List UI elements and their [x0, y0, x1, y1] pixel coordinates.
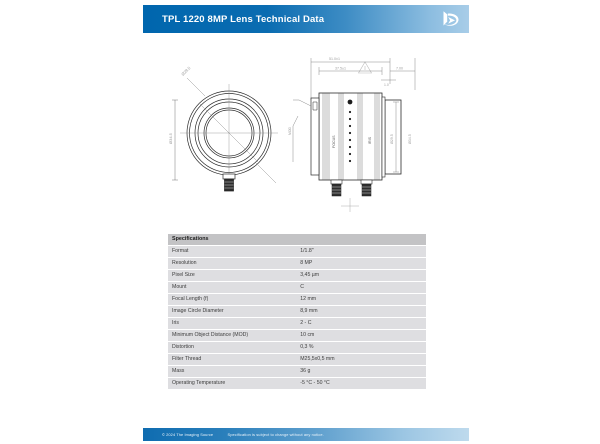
technical-drawing: [143, 40, 469, 225]
table-row: [168, 294, 426, 305]
spec-label: Pixel Size: [168, 270, 296, 281]
spec-label: Iris: [168, 318, 296, 329]
spec-label: Resolution: [168, 258, 296, 269]
spec-label: Mount: [168, 282, 296, 293]
spec-label: Image Circle Diameter: [168, 306, 296, 317]
table-row: [168, 282, 426, 293]
svg-text:51.0±1: 51.0±1: [329, 57, 340, 61]
table-header-specifications: Specifications: [168, 234, 296, 245]
spec-value: 8,9 mm: [296, 306, 426, 317]
spec-label: Filter Thread: [168, 354, 296, 365]
svg-text:IRIS: IRIS: [368, 137, 372, 144]
svg-text:1.0: 1.0: [384, 83, 389, 87]
spec-label: Distortion: [168, 342, 296, 353]
spec-value: 3,45 µm: [296, 270, 426, 281]
table-row: [168, 270, 426, 281]
warning-triangle-icon: [359, 62, 372, 73]
svg-text:Ø29.5: Ø29.5: [180, 65, 192, 77]
svg-text:37.5±1: 37.5±1: [335, 66, 346, 71]
svg-text:Ø34.5: Ø34.5: [408, 134, 412, 144]
spec-value: 36 g: [296, 366, 426, 377]
svg-text:Ø34.5: Ø34.5: [168, 133, 173, 144]
spec-label: Format: [168, 246, 296, 257]
footer-notice: Specification is subject to change without any notice.: [227, 432, 324, 437]
footer-text: [162, 432, 324, 437]
spec-value: -5 °C - 50 °C: [296, 378, 426, 389]
spec-value: M25,5x0,5 mm: [296, 354, 426, 365]
svg-text:FOCUS: FOCUS: [332, 135, 336, 148]
footer-copyright: © 2024 The Imaging Source: [162, 432, 214, 437]
table-row: [168, 342, 426, 353]
spec-value: 12 mm: [296, 294, 426, 305]
spec-value: 0,3 %: [296, 342, 426, 353]
table-header-row: [168, 234, 426, 245]
svg-text:Ø29.5: Ø29.5: [390, 134, 394, 144]
table-row: [168, 258, 426, 269]
svg-text:7.00: 7.00: [396, 66, 403, 71]
spec-value: 2 - C: [296, 318, 426, 329]
table-header-value: [296, 234, 426, 245]
page-header-bar: [143, 5, 469, 33]
front-view: [168, 65, 278, 191]
spec-label: Operating Temperature: [168, 378, 296, 389]
table-row: [168, 366, 426, 377]
table-row: [168, 330, 426, 341]
svg-text:MOD: MOD: [288, 127, 292, 135]
page-footer-bar: [143, 428, 469, 441]
table-row: [168, 306, 426, 317]
spec-label: Minimum Object Distance (MOD): [168, 330, 296, 341]
spec-label: Mass: [168, 366, 296, 377]
spec-value: 8 MP: [296, 258, 426, 269]
page-title: TPL 1220 8MP Lens Technical Data: [162, 13, 325, 25]
spec-value: C: [296, 282, 426, 293]
spec-label: Focal Length (f): [168, 294, 296, 305]
table-row: [168, 354, 426, 365]
table-body: [168, 246, 426, 389]
spec-value: 10 cm: [296, 330, 426, 341]
table-row: [168, 246, 426, 257]
specifications-table: [168, 233, 426, 390]
side-section-view: [176, 40, 415, 212]
table-row: [168, 318, 426, 329]
imaging-source-logo-icon: [437, 8, 463, 30]
spec-value: 1/1.8": [296, 246, 426, 257]
table-row: [168, 378, 426, 389]
